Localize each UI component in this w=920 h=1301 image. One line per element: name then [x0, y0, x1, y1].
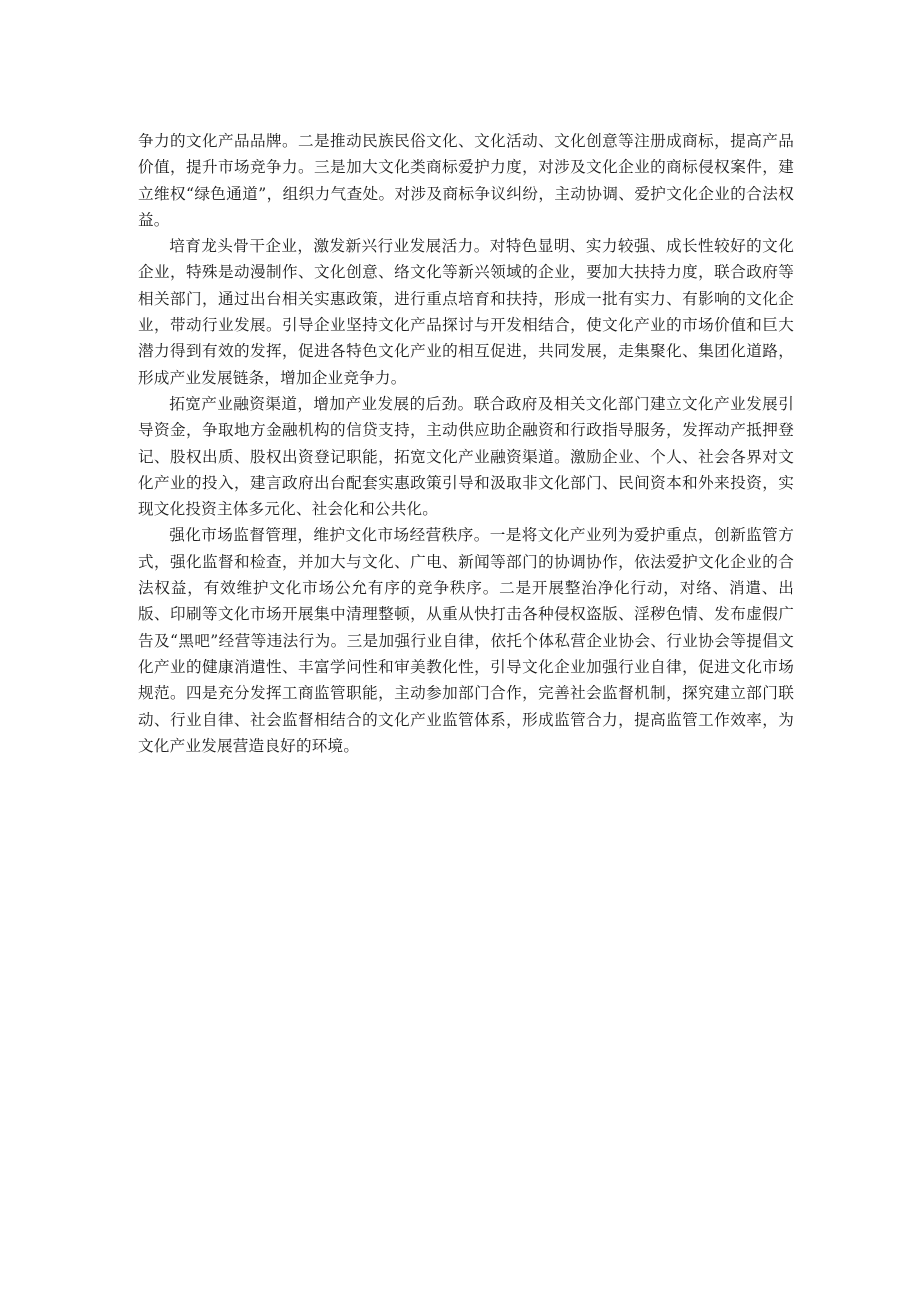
- document-body: [138, 128, 794, 759]
- paragraph-market-supervision: 强化市场监督管理，维护文化市场经营秩序。一是将文化产业列为爱护重点，创新监管方式，强化监督和检查，并加大与文化、广电、新闻等部门的协调协作，依法爱护文化企业的合法权益，有效维护文化市场公允有序的竞争秩序。二是开展整治净化行动，对络、消遣、出版、印刷等文化市场开展集中清理整顿，从重从快打击各种侵权盗版、淫秽色情、发布虚假广告及“黑吧”经营等违法行为。三是加强行业自律，依托个体私营企业协会、行业协会等提倡文化产业的健康消遣性、丰富学问性和审美教化性，引导文化企业加强行业自律，促进文化市场规范。四是充分发挥工商监管职能，主动参加部门合作，完善社会监督机制，探究建立部门联动、行业自律、社会监督相结合的文化产业监管体系，形成监管合力，提高监管工作效率，为文化产业发展营造良好的环境。: [138, 526, 794, 755]
- paragraph-financing-channels: 拓宽产业融资渠道，增加产业发展的后劲。联合政府及相关文化部门建立文化产业发展引导资金，争取地方金融机构的信贷支持，主动供应助企融资和行政指导服务，发挥动产抵押登记、股权出质、股权出资登记职能，拓宽文化产业融资渠道。激励企业、个人、社会各界对文化产业的投入，建言政府出台配套实惠政策引导和汲取非文化部门、民间资本和外来投资，实现文化投资主体多元化、社会化和公共化。: [138, 394, 794, 519]
- paragraph-trademark-protection: 争力的文化产品品牌。二是推动民族民俗文化、文化活动、文化创意等注册成商标，提高产品价值，提升市场竞争力。三是加大文化类商标爱护力度，对涉及文化企业的商标侵权案件，建立维权“绿色通道”，组织力气查处。对涉及商标争议纠纷，主动协调、爱护文化企业的合法权益。: [138, 132, 794, 229]
- paragraph-leading-enterprises: 培育龙头骨干企业，激发新兴行业发展活力。对特色显明、实力较强、成长性较好的文化企业，特殊是动漫制作、文化创意、络文化等新兴领域的企业，要加大扶持力度，联合政府等相关部门，通过出台相关实惠政策，进行重点培育和扶持，形成一批有实力、有影响的文化企业，带动行业发展。引导企业坚持文化产品探讨与开发相结合，使文化产业的市场价值和巨大潜力得到有效的发挥，促进各特色文化产业的相互促进，共同发展，走集聚化、集团化道路，形成产业发展链条，增加企业竞争力。: [138, 237, 794, 387]
